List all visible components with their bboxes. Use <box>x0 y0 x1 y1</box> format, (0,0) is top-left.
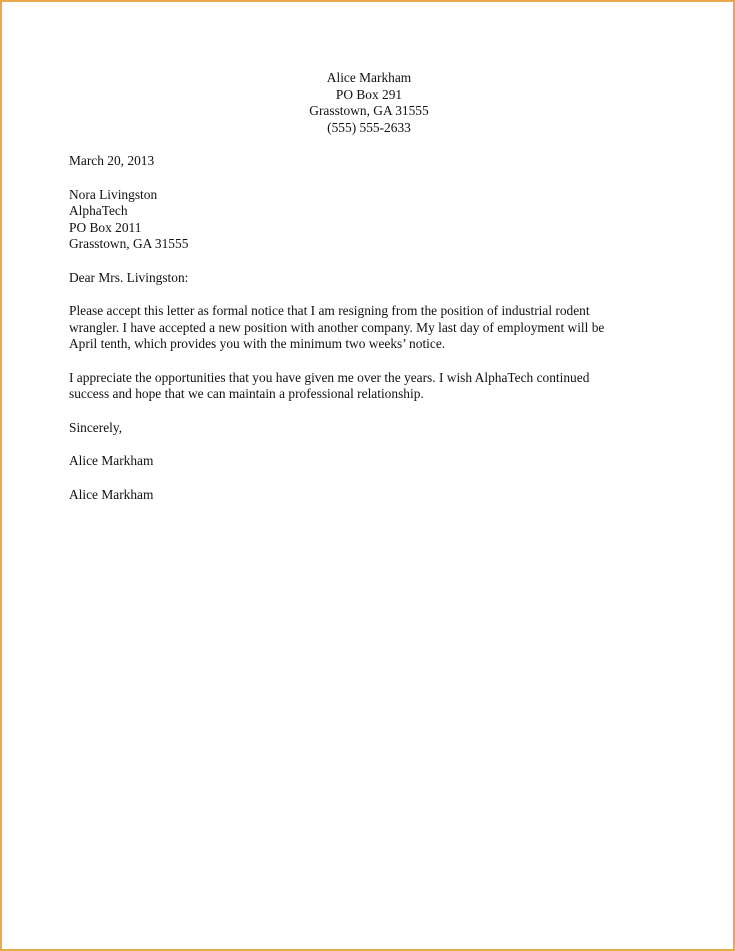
body-paragraph-2 <box>69 370 659 403</box>
paragraph-line: wrangler. I have accepted a new position with another company. My last day of employment will be <box>69 319 605 335</box>
paragraph-line: success and hope that we can maintain a professional relationship. <box>69 386 424 401</box>
signature-name: Alice Markham <box>69 453 154 468</box>
paragraph-line: April tenth, which provides you with the minimum two weeks’ notice. <box>69 336 446 351</box>
paragraph-line: Please accept this letter as formal notice that I am resigning from the position of industrial rodent <box>69 303 590 318</box>
typed-name: Alice Markham <box>69 486 154 502</box>
sender-address-line: PO Box 291 <box>335 86 403 102</box>
salutation: Dear Mrs. Livingston: <box>69 269 189 285</box>
recipient-company: AlphaTech <box>69 203 128 218</box>
recipient-address-line: PO Box 2011 <box>69 219 142 235</box>
sender-city-state-zip: Grasstown, GA 31555 <box>309 103 429 118</box>
body-paragraph-1 <box>69 303 659 353</box>
resignation-letter <box>69 70 669 503</box>
recipient-city-state-zip: Grasstown, GA 31555 <box>69 236 189 251</box>
closing: Sincerely, <box>69 419 123 435</box>
paragraph-line: I appreciate the opportunities that you have given me over the years. I wish AlphaTech continued <box>69 369 590 385</box>
letter-date: March 20, 2013 <box>69 153 155 168</box>
recipient-address-block <box>69 187 669 253</box>
sender-name: Alice Markham <box>326 70 412 85</box>
sender-phone: (555) 555-2633 <box>327 119 411 135</box>
sender-address-block <box>69 70 669 136</box>
recipient-name: Nora Livingston <box>69 186 158 202</box>
